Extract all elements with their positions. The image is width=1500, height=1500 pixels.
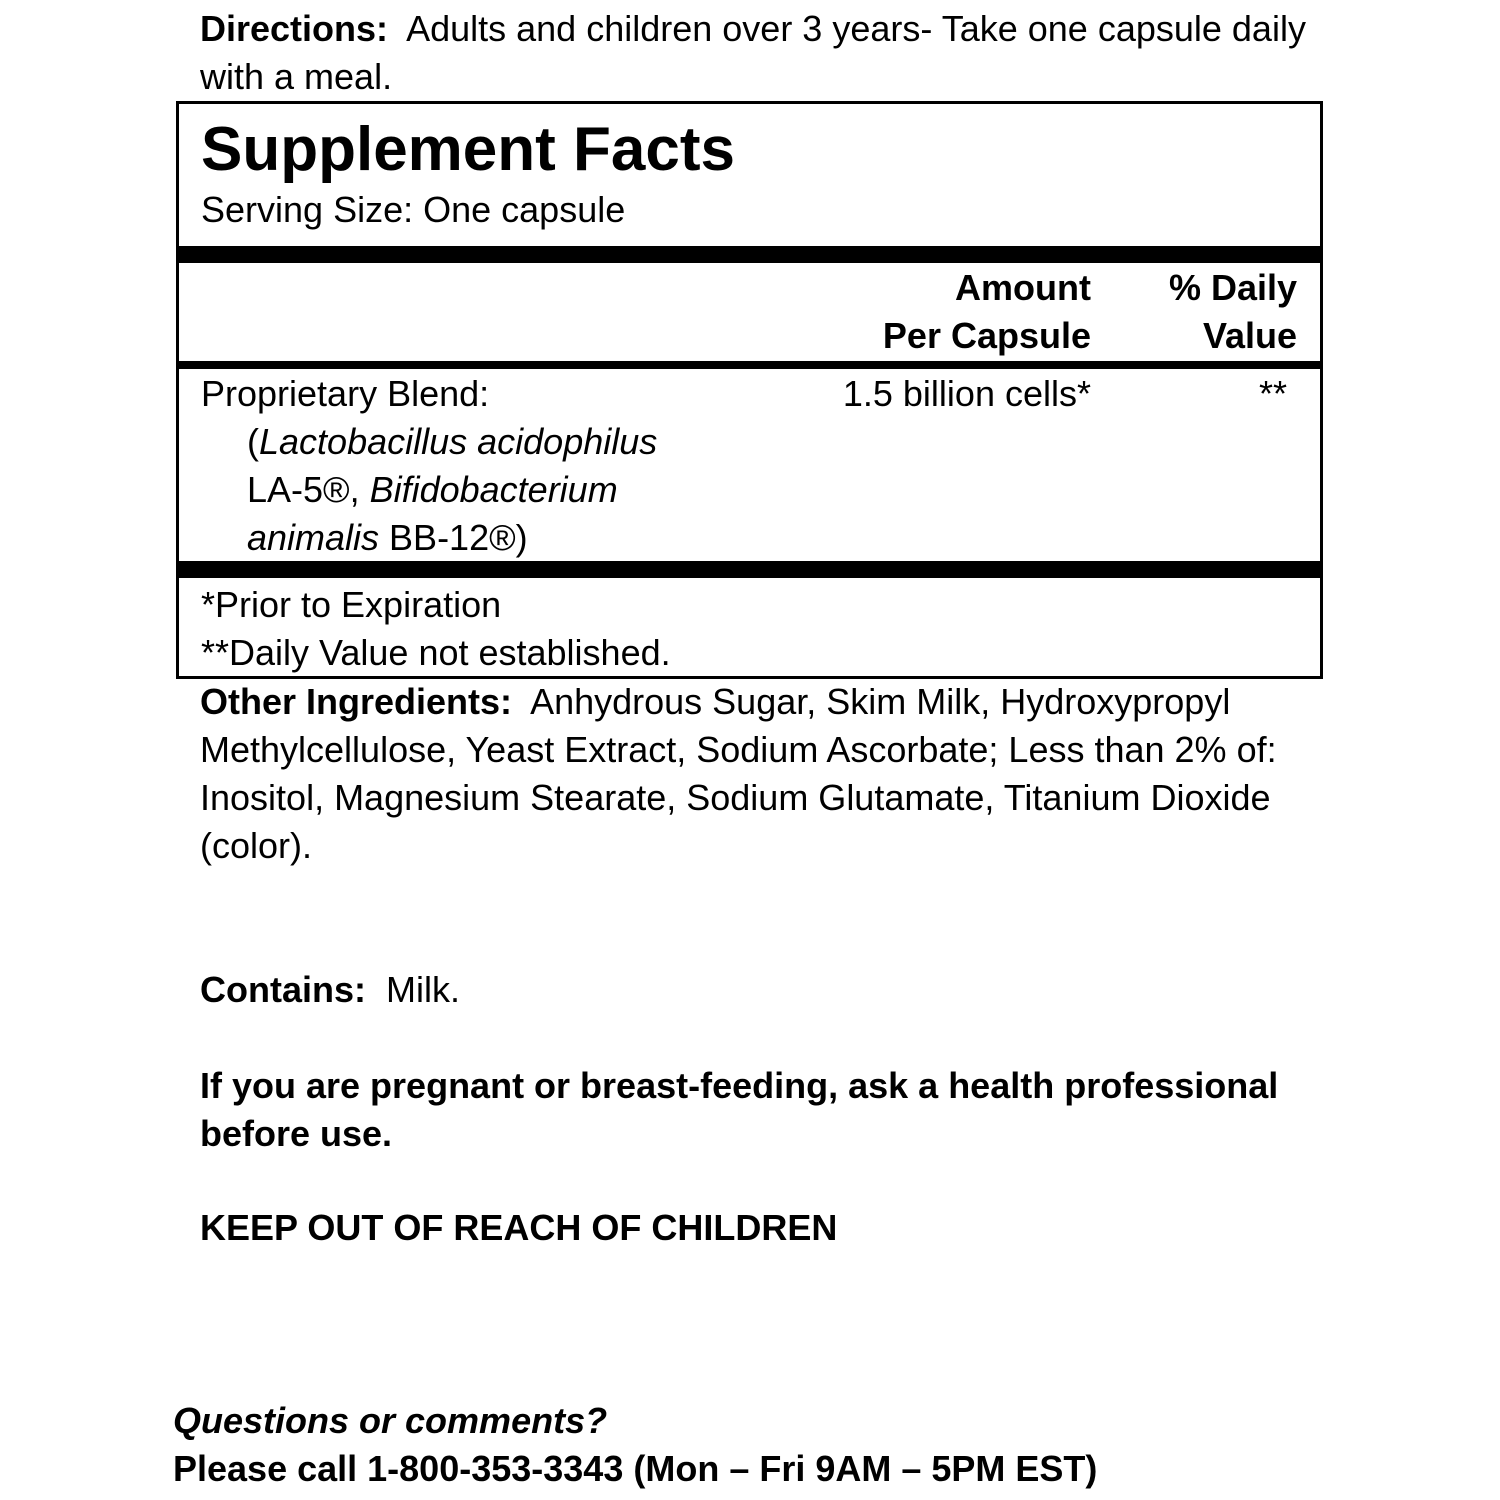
questions-heading: Questions or comments? bbox=[173, 1400, 608, 1441]
facts-title: Supplement Facts bbox=[201, 115, 735, 184]
other-ingredients bbox=[200, 678, 1320, 870]
blend-amount: 1.5 billion cells* bbox=[842, 373, 1091, 414]
footnote-daily-value: **Daily Value not established. bbox=[201, 632, 671, 673]
blend-species3: animalis bbox=[247, 517, 380, 558]
directions-text: Adults and children over 3 years- Take one capsule daily with a meal. bbox=[200, 8, 1306, 97]
daily-value-header bbox=[1119, 264, 1297, 360]
supplement-facts-panel bbox=[176, 101, 1323, 679]
blend-daily-value: ** bbox=[1258, 373, 1287, 414]
proprietary-blend bbox=[201, 370, 761, 562]
blend-open-paren: ( bbox=[247, 421, 259, 462]
directions bbox=[200, 5, 1320, 101]
blend-line2 bbox=[201, 466, 761, 514]
pregnancy-warning: If you are pregnant or breast-feeding, ask a health professional before use. bbox=[200, 1065, 1279, 1154]
header-divider bbox=[179, 361, 1320, 369]
blend-strain2: BB-12®) bbox=[379, 517, 528, 558]
thick-divider-bottom bbox=[179, 561, 1320, 578]
amount-header-line2: Per Capsule bbox=[882, 315, 1091, 356]
footnote-expiration: *Prior to Expiration bbox=[201, 584, 502, 625]
directions-label: Directions: bbox=[200, 8, 389, 49]
dv-header-line1: % Daily bbox=[1168, 267, 1297, 308]
amount-header-line1: Amount bbox=[955, 267, 1091, 308]
other-ingredients-text: Anhydrous Sugar, Skim Milk, Hydroxypropyl Methylcellulose, Yeast Extract, Sodium Ascorbate; Less than 2% of: Inositol, Magnesium Stearate, Sodium Glutamate, Titanium Dioxide (color). bbox=[200, 681, 1277, 866]
other-ingredients-label: Other Ingredients: bbox=[200, 681, 513, 722]
serving-size: Serving Size: One capsule bbox=[201, 189, 626, 230]
contains-label: Contains: bbox=[200, 969, 366, 1010]
blend-strain1: LA-5®, bbox=[247, 469, 370, 510]
contains-text: Milk. bbox=[386, 969, 461, 1010]
amount-per-capsule-header bbox=[779, 264, 1091, 360]
dv-header-line2: Value bbox=[1202, 315, 1297, 356]
blend-line1 bbox=[201, 418, 761, 466]
keep-out-warning: KEEP OUT OF REACH OF CHILDREN bbox=[200, 1207, 838, 1248]
thick-divider-top bbox=[179, 246, 1320, 263]
blend-species2: Bifidobacterium bbox=[369, 469, 618, 510]
blend-line3 bbox=[201, 514, 761, 562]
blend-label: Proprietary Blend: bbox=[201, 373, 490, 414]
contains bbox=[200, 966, 1320, 1014]
blend-species1: Lactobacillus acidophilus bbox=[259, 421, 658, 462]
contact-phone: Please call 1-800-353-3343 (Mon – Fri 9AM – 5PM EST) bbox=[173, 1448, 1098, 1489]
